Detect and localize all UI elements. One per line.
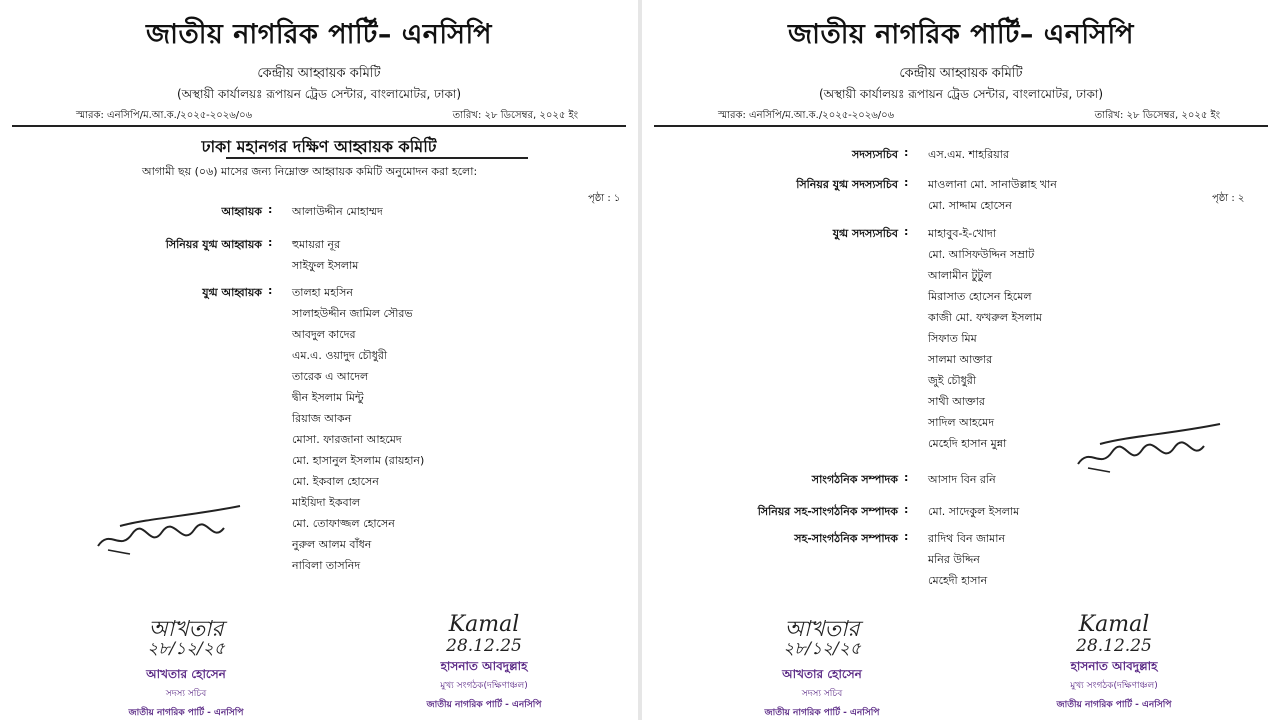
member-name: মো. হাসানুল ইসলাম (রায়হান): [292, 454, 425, 467]
member-name: মো. সাদ্দাম হোসেন: [928, 199, 1012, 212]
org-title: জাতীয় নাগরিক পার্টি– এনসিপি: [145, 19, 493, 50]
signatory-org: জাতীয় নাগরিক পার্টি - এনসিপি: [1056, 700, 1172, 710]
member-name: আলামীন টুটুল: [928, 269, 992, 282]
document-page-2: [642, 0, 1280, 720]
member-name: মাহাবুব-ই-খোদা: [928, 227, 997, 240]
role-label-senior-asst-organizing-secretary: সিনিয়র সহ-সাংগঠনিক সম্পাদক: [757, 505, 898, 518]
member-name: রিয়াজ আকন: [292, 412, 352, 425]
role-colon: :: [268, 284, 273, 297]
member-name: মো. ইকবাল হোসেন: [292, 475, 379, 488]
org-title: জাতীয় নাগরিক পার্টি– এনসিপি: [787, 19, 1135, 50]
header-rule: [654, 125, 1268, 127]
role-colon: :: [268, 203, 273, 216]
member-name: জুই চৌধুরী: [928, 374, 976, 387]
signature-date: ২৮/১২/২৫: [147, 639, 225, 659]
role-label-joint-convener: যুগ্ম আহ্বায়ক: [202, 286, 262, 299]
memo-meta: [642, 108, 1280, 124]
signature-stamp-left: [106, 612, 266, 720]
role-colon: :: [904, 530, 909, 543]
member-name: সাইফুল ইসলাম: [292, 259, 359, 272]
memo-reference: স্মারক: এনসিপি/ম.আ.ক./২০২৫-২০২৬/০৬: [76, 110, 253, 121]
role-label-joint-member-secretary: যুগ্ম সদস্যসচিব: [832, 227, 898, 240]
member-name: কাজী মো. ফখরুল ইসলাম: [928, 311, 1043, 324]
member-name: হুমায়রা নূর: [292, 238, 341, 251]
committee-title: ঢাকা মহানগর দক্ষিণ আহ্বায়ক কমিটি: [201, 137, 437, 156]
role-label-organizing-secretary: সাংগঠনিক সম্পাদক: [811, 473, 898, 486]
member-name: তালহা মহসিন: [292, 286, 353, 299]
member-name: আবদুল কাদের: [292, 328, 356, 341]
role-colon: :: [904, 176, 909, 189]
member-name: এম.এ. ওয়াদুদ চৌধুরী: [292, 349, 388, 362]
header-rule: [12, 125, 626, 127]
member-name: নাবিলা তাসনিদ: [292, 559, 361, 572]
signatory-name: হাসনাত আবদুল্লাহ: [1070, 659, 1158, 673]
member-name: মেহেদি হাসান মুন্না: [928, 437, 1007, 450]
member-name: মো. তোফাজ্জল হোসেন: [292, 517, 395, 530]
member-name: আসাদ বিন রনি: [928, 473, 996, 486]
memo-date: তারিখ: ২৮ ডিসেম্বর, ২০২৫ ইং: [1094, 110, 1220, 121]
role-colon: :: [904, 471, 909, 484]
role-label-asst-organizing-secretary: সহ-সাংগঠনিক সম্পাদক: [794, 532, 898, 545]
member-name: মনির উদ্দিন: [928, 553, 980, 566]
approval-handwritten-signature: [90, 500, 250, 560]
page-number: পৃষ্ঠা : ১: [588, 193, 621, 204]
signature-stamp-right: [1034, 612, 1194, 712]
role-colon: :: [904, 503, 909, 516]
signature-date: 28.12.25: [446, 636, 522, 656]
org-address: (অস্থায়ী কার্যালয়ঃ রূপায়ন ট্রেড সেন্টার, বাংলামোটর, ঢাকা): [177, 87, 461, 101]
signature-stamp-left: [742, 612, 902, 720]
member-name: নুরুল আলম বাঁধন: [292, 538, 372, 551]
signatory-name: হাসনাত আবদুল্লাহ: [440, 659, 528, 673]
member-name: রাদিথ বিন জামান: [928, 532, 1006, 545]
member-name: মেহেদী হাসান: [928, 574, 988, 587]
memo-meta: [0, 108, 638, 124]
member-name: মো. সাদেকুল ইসলাম: [928, 505, 1020, 518]
signatory-designation: সদস্য সচিব: [801, 689, 843, 699]
memo-reference: স্মারক: এনসিপি/ম.আ.ক./২০২৫-২০২৬/০৬: [718, 110, 895, 121]
handwritten-signature: আখতার: [148, 617, 224, 642]
role-label-senior-joint-convener: সিনিয়র যুগ্ম আহ্বায়ক: [165, 238, 262, 251]
handwritten-signature: Kamal: [1078, 612, 1150, 637]
signatory-org: জাতীয় নাগরিক পার্টি - এনসিপি: [426, 700, 542, 710]
role-label-senior-joint-member-secretary: সিনিয়র যুগ্ম সদস্যসচিব: [796, 178, 898, 191]
member-name: সাথী আক্তার: [928, 395, 985, 408]
member-name: সাদিল আহমেদ: [928, 416, 994, 429]
role-colon: :: [268, 236, 273, 249]
member-name: মিরাসাত হোসেন হিমেল: [928, 290, 1032, 303]
org-address: (অস্থায়ী কার্যালয়ঃ রূপায়ন ট্রেড সেন্টার, বাংলামোটর, ঢাকা): [819, 87, 1103, 101]
org-subtitle: কেন্দ্রীয় আহ্বায়ক কমিটি: [899, 66, 1023, 81]
member-name: মো. আসিফউদ্দিন সম্রাট: [928, 248, 1035, 261]
signatory-org: জাতীয় নাগরিক পার্টি - এনসিপি: [764, 708, 880, 718]
signatory-designation: মুখ্য সংগঠক(দক্ষিণাঞ্চল): [440, 681, 528, 691]
member-name: মাইয়িদা ইকবাল: [292, 496, 361, 509]
signatory-designation: সদস্য সচিব: [165, 689, 207, 699]
memo-date: তারিখ: ২৮ ডিসেম্বর, ২০২৫ ইং: [452, 110, 578, 121]
member-name: সালমা আক্তার: [928, 353, 993, 366]
approval-handwritten-signature: [1070, 418, 1230, 478]
committee-title-underline: [226, 157, 528, 159]
role-colon: :: [904, 225, 909, 238]
signature-date: 28.12.25: [1076, 636, 1152, 656]
signatory-designation: মুখ্য সংগঠক(দক্ষিণাঞ্চল): [1070, 681, 1158, 691]
member-name: আলাউদ্দীন মোহাম্মদ: [292, 205, 383, 218]
member-name: মোসা. ফারজানা আহমেদ: [292, 433, 402, 446]
intro-text: আগামী ছয় (০৬) মাসের জন্য নিম্নোক্ত আহ্বায়ক কমিটি অনুমোদন করা হলো:: [142, 165, 478, 178]
signature-stamp-right: [404, 612, 564, 712]
member-name: দ্বীন ইসলাম মিন্টু: [292, 391, 364, 404]
page-number: পৃষ্ঠা : ২: [1212, 193, 1245, 204]
signatory-org: জাতীয় নাগরিক পার্টি - এনসিপি: [128, 708, 244, 718]
handwritten-signature: Kamal: [448, 612, 520, 637]
member-name: সিফাত মিম: [928, 332, 977, 345]
signatory-name: আখতার হোসেন: [782, 667, 862, 681]
role-colon: :: [904, 146, 909, 159]
org-subtitle: কেন্দ্রীয় আহ্বায়ক কমিটি: [257, 66, 381, 81]
handwritten-signature: আখতার: [784, 617, 860, 642]
member-name: সালাহউদ্দীন জামিল সৌরভ: [292, 307, 413, 320]
signatory-name: আখতার হোসেন: [146, 667, 226, 681]
document-page-1: [0, 0, 638, 720]
role-label-member-secretary: সদস্যসচিব: [852, 148, 898, 161]
signature-date: ২৮/১২/২৫: [783, 639, 861, 659]
role-label-convener: আহ্বায়ক: [221, 205, 262, 218]
member-name: মাওলানা মো. সানাউল্লাহ খান: [928, 178, 1057, 191]
member-name: তারেক এ আদেল: [292, 370, 369, 383]
member-name: এস.এম. শাহরিয়ার: [928, 148, 1009, 161]
